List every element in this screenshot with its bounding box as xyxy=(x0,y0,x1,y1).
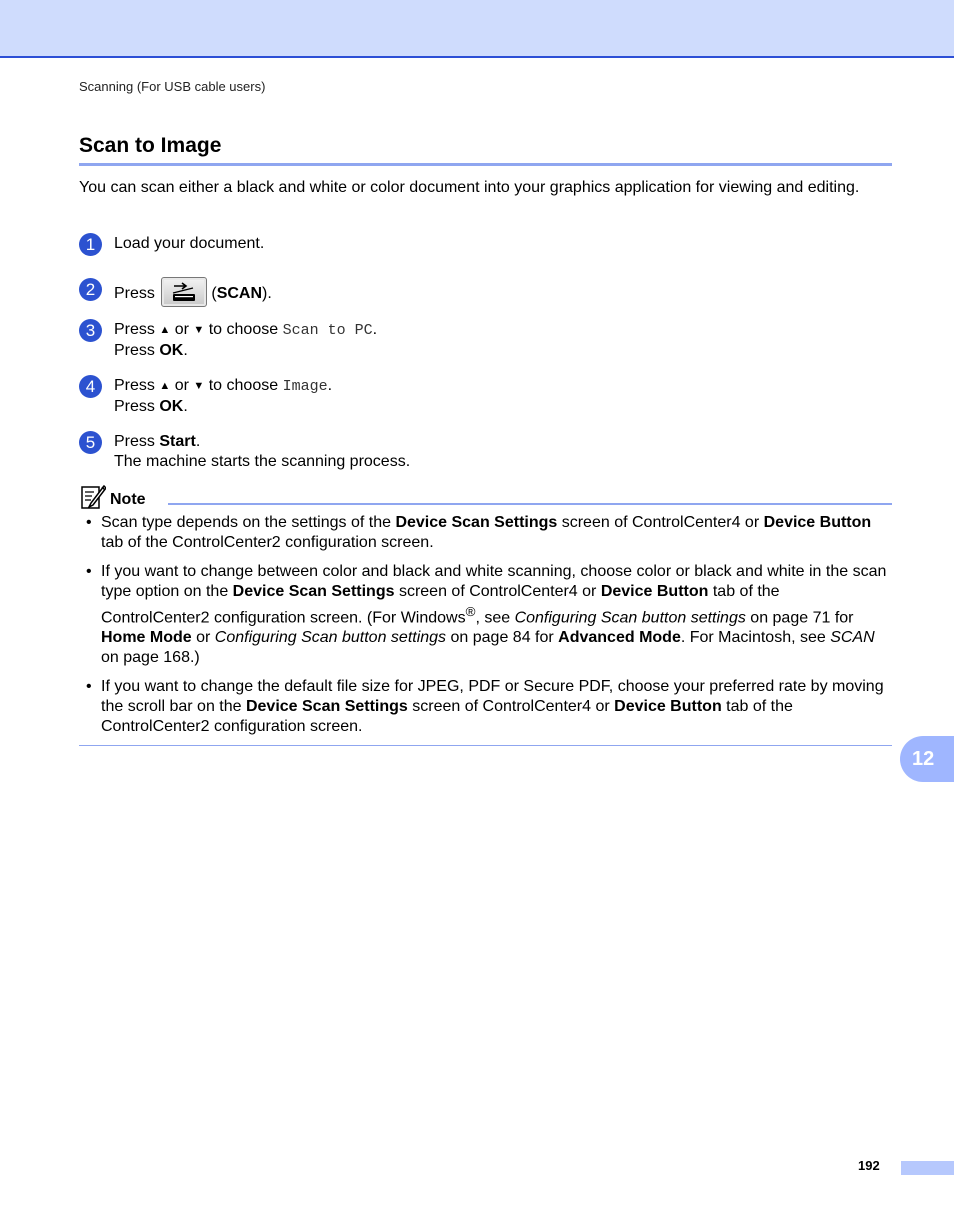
note-end-rule xyxy=(79,745,892,746)
note-label: Note xyxy=(110,491,146,508)
list-item: • Scan type depends on the settings of the Device Scan Settings screen of ControlCenter4 or Device Button tab of the ControlCenter2 configuration screen. xyxy=(86,514,872,551)
key-name: SCAN xyxy=(216,285,263,303)
intro-paragraph: You can scan either a black and white or color document into your graphics application for viewing and editing. xyxy=(79,179,860,196)
step-text: Press xyxy=(114,285,155,303)
step-number: 5 xyxy=(79,431,102,454)
list-item: • If you want to change between color and black and white scanning, choose color or black and white in the scan type option on the Device Scan Settings screen of ControlCenter4 or Device Button tab of the ControlCenter2 configuration screen. (For Windows®, see Configuring Scan button settings on page 71 for Home Mode or Configuring Scan button settings on page 84 for Advanced Mode. For Macintosh, see SCAN on page 168.) xyxy=(86,563,887,667)
step-text: Load your document. xyxy=(114,235,265,252)
note-header xyxy=(80,484,892,514)
up-arrow-icon: ▲ xyxy=(159,324,171,336)
scan-icon xyxy=(172,282,196,302)
chapter-tab[interactable]: 12 xyxy=(900,736,954,782)
menu-option: Image xyxy=(282,378,328,395)
running-head: Scanning (For USB cable users) xyxy=(79,79,266,94)
menu-option: Scan to PC xyxy=(282,322,373,339)
up-arrow-icon: ▲ xyxy=(159,380,171,392)
cross-reference[interactable]: Configuring Scan button settings xyxy=(214,629,447,647)
step-number: 4 xyxy=(79,375,102,398)
page-number-bar xyxy=(901,1161,954,1175)
step-number: 2 xyxy=(79,278,102,301)
cross-reference[interactable]: Configuring Scan button settings xyxy=(514,609,746,627)
step-number: 3 xyxy=(79,319,102,342)
scan-key-button[interactable] xyxy=(161,277,207,307)
note-rule xyxy=(168,503,892,505)
key-name: OK xyxy=(159,398,184,415)
section-title: Scan to Image xyxy=(79,134,222,157)
note-pencil-icon xyxy=(80,484,106,510)
key-name: Start xyxy=(159,433,196,450)
header-band xyxy=(0,0,954,58)
cross-reference[interactable]: SCAN xyxy=(830,629,875,647)
step-number: 1 xyxy=(79,233,102,256)
title-rule xyxy=(79,163,892,166)
step-text: The machine starts the scanning process. xyxy=(114,453,411,470)
page-number: 192 xyxy=(858,1158,880,1173)
list-item: • If you want to change the default file size for JPEG, PDF or Secure PDF, choose your preferred rate by moving the scroll bar on the Device Scan Settings screen of ControlCenter4 or Device Button tab of the ControlCenter2 configuration screen. xyxy=(86,678,884,736)
key-name: OK xyxy=(159,342,184,359)
down-arrow-icon: ▼ xyxy=(193,380,205,392)
down-arrow-icon: ▼ xyxy=(193,324,205,336)
note-list xyxy=(84,513,892,746)
